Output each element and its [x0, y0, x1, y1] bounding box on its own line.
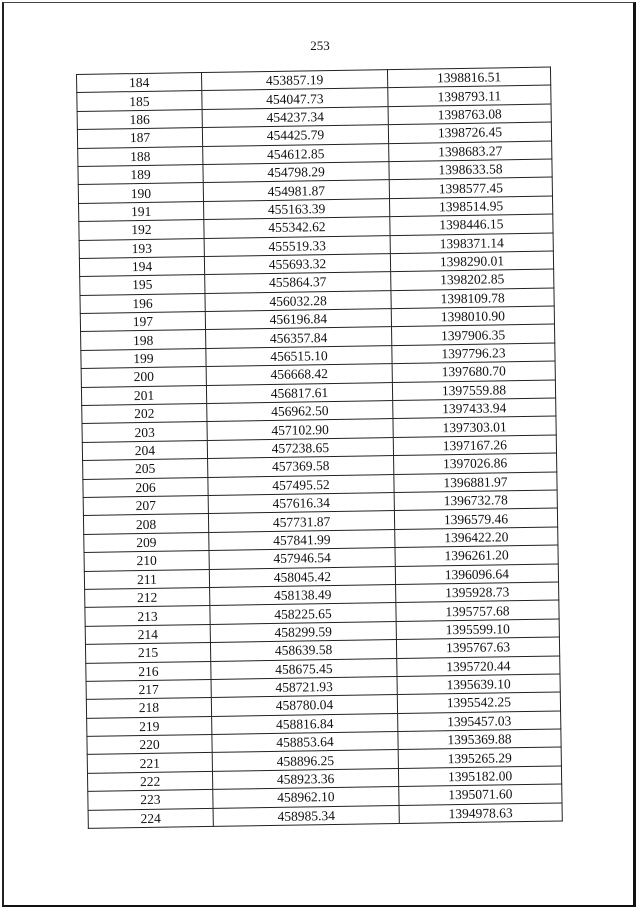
- x-coordinate-cell: 458225.65: [210, 603, 396, 624]
- y-coordinate-cell: 1394978.63: [399, 803, 562, 824]
- y-coordinate-cell: 1397167.26: [393, 435, 556, 456]
- x-coordinate-cell: 454981.87: [203, 180, 389, 201]
- y-coordinate-cell: 1395757.68: [396, 600, 559, 621]
- point-number-cell: 188: [78, 146, 203, 166]
- x-coordinate-cell: 453857.19: [201, 70, 387, 91]
- point-number-cell: 203: [82, 422, 207, 442]
- x-coordinate-cell: 454047.73: [202, 88, 388, 109]
- point-number-cell: 221: [87, 753, 212, 773]
- y-coordinate-cell: 1398633.58: [389, 159, 552, 180]
- y-coordinate-cell: 1397026.86: [394, 453, 557, 474]
- point-number-cell: 216: [86, 661, 211, 681]
- y-coordinate-cell: 1395720.44: [397, 655, 560, 676]
- x-coordinate-cell: 458985.34: [213, 805, 399, 826]
- point-number-cell: 187: [77, 128, 202, 148]
- coordinate-table: [76, 67, 563, 829]
- y-coordinate-cell: 1395542.25: [397, 692, 560, 713]
- x-coordinate-cell: 454612.85: [203, 143, 389, 164]
- point-number-cell: 219: [87, 716, 212, 736]
- x-coordinate-cell: 457616.34: [208, 493, 394, 514]
- x-coordinate-cell: 458962.10: [213, 787, 399, 808]
- point-number-cell: 192: [79, 220, 204, 240]
- y-coordinate-cell: 1398202.85: [391, 269, 554, 290]
- x-coordinate-cell: 458299.59: [210, 621, 396, 642]
- point-number-cell: 196: [80, 293, 205, 313]
- x-coordinate-cell: 458675.45: [211, 658, 397, 679]
- coordinate-table-container: [76, 67, 562, 829]
- point-number-cell: 190: [78, 183, 203, 203]
- y-coordinate-cell: 1398371.14: [390, 233, 553, 254]
- x-coordinate-cell: 457238.65: [207, 437, 393, 458]
- point-number-cell: 204: [82, 440, 207, 460]
- point-number-cell: 199: [81, 348, 206, 368]
- point-number-cell: 220: [87, 735, 212, 755]
- point-number-cell: 217: [86, 679, 211, 699]
- y-coordinate-cell: 1398109.78: [391, 288, 554, 309]
- point-number-cell: 210: [84, 551, 209, 571]
- y-coordinate-cell: 1397559.88: [392, 380, 555, 401]
- point-number-cell: 194: [79, 256, 204, 276]
- y-coordinate-cell: 1398793.11: [388, 85, 551, 106]
- x-coordinate-cell: 455163.39: [204, 198, 390, 219]
- x-coordinate-cell: 457841.99: [209, 529, 395, 550]
- y-coordinate-cell: 1396579.46: [394, 508, 557, 529]
- point-number-cell: 197: [80, 312, 205, 332]
- point-number-cell: 214: [85, 624, 210, 644]
- x-coordinate-cell: 457946.54: [209, 548, 395, 569]
- y-coordinate-cell: 1395457.03: [398, 711, 561, 732]
- x-coordinate-cell: 458138.49: [210, 584, 396, 605]
- point-number-cell: 211: [84, 569, 209, 589]
- point-number-cell: 189: [78, 164, 203, 184]
- y-coordinate-cell: 1395369.88: [398, 729, 561, 750]
- point-number-cell: 201: [81, 385, 206, 405]
- x-coordinate-cell: 458721.93: [211, 676, 397, 697]
- point-number-cell: 206: [83, 477, 208, 497]
- point-number-cell: 209: [84, 532, 209, 552]
- point-number-cell: 191: [79, 201, 204, 221]
- x-coordinate-cell: 454237.34: [202, 106, 388, 127]
- y-coordinate-cell: 1395071.60: [399, 784, 562, 805]
- y-coordinate-cell: 1398577.45: [389, 177, 552, 198]
- point-number-cell: 200: [81, 367, 206, 387]
- coordinate-table-body: [77, 67, 563, 828]
- y-coordinate-cell: 1398010.90: [391, 306, 554, 327]
- x-coordinate-cell: 454425.79: [202, 125, 388, 146]
- x-coordinate-cell: 455864.37: [205, 272, 391, 293]
- point-number-cell: 224: [88, 808, 213, 828]
- x-coordinate-cell: 458639.58: [210, 640, 396, 661]
- point-number-cell: 193: [79, 238, 204, 258]
- y-coordinate-cell: 1398763.08: [388, 104, 551, 125]
- x-coordinate-cell: 458816.84: [212, 713, 398, 734]
- x-coordinate-cell: 457369.58: [208, 456, 394, 477]
- point-number-cell: 205: [83, 459, 208, 479]
- point-number-cell: 184: [77, 73, 202, 93]
- x-coordinate-cell: 456668.42: [206, 364, 392, 385]
- point-number-cell: 195: [80, 275, 205, 295]
- x-coordinate-cell: 455342.62: [204, 217, 390, 238]
- y-coordinate-cell: 1395639.10: [397, 674, 560, 695]
- y-coordinate-cell: 1398726.45: [388, 122, 551, 143]
- point-number-cell: 213: [85, 606, 210, 626]
- x-coordinate-cell: 456357.84: [206, 327, 392, 348]
- point-number-cell: 202: [82, 404, 207, 424]
- y-coordinate-cell: 1397796.23: [392, 343, 555, 364]
- y-coordinate-cell: 1395928.73: [396, 582, 559, 603]
- x-coordinate-cell: 456817.61: [206, 382, 392, 403]
- x-coordinate-cell: 455519.33: [204, 235, 390, 256]
- y-coordinate-cell: 1398446.15: [390, 214, 553, 235]
- x-coordinate-cell: 458896.25: [212, 750, 398, 771]
- y-coordinate-cell: 1395599.10: [396, 619, 559, 640]
- y-coordinate-cell: 1395182.00: [398, 766, 561, 787]
- y-coordinate-cell: 1396881.97: [394, 472, 557, 493]
- point-number-cell: 223: [88, 790, 213, 810]
- x-coordinate-cell: 458853.64: [212, 732, 398, 753]
- x-coordinate-cell: 457495.52: [208, 474, 394, 495]
- x-coordinate-cell: 458045.42: [209, 566, 395, 587]
- y-coordinate-cell: 1398683.27: [389, 141, 552, 162]
- y-coordinate-cell: 1396732.78: [394, 490, 557, 511]
- x-coordinate-cell: 458780.04: [211, 695, 397, 716]
- point-number-cell: 198: [81, 330, 206, 350]
- x-coordinate-cell: 457102.90: [207, 419, 393, 440]
- point-number-cell: 212: [85, 587, 210, 607]
- x-coordinate-cell: 456196.84: [205, 309, 391, 330]
- point-number-cell: 215: [85, 643, 210, 663]
- y-coordinate-cell: 1398514.95: [389, 196, 552, 217]
- y-coordinate-cell: 1395265.29: [398, 747, 561, 768]
- y-coordinate-cell: 1396261.20: [395, 545, 558, 566]
- page-number: 253: [310, 38, 330, 53]
- x-coordinate-cell: 457731.87: [208, 511, 394, 532]
- y-coordinate-cell: 1397680.70: [392, 361, 555, 382]
- x-coordinate-cell: 456515.10: [206, 345, 392, 366]
- point-number-cell: 186: [77, 109, 202, 129]
- y-coordinate-cell: 1396422.20: [395, 527, 558, 548]
- point-number-cell: 218: [86, 698, 211, 718]
- x-coordinate-cell: 455693.32: [204, 253, 390, 274]
- y-coordinate-cell: 1397906.35: [392, 324, 555, 345]
- x-coordinate-cell: 456962.50: [207, 401, 393, 422]
- y-coordinate-cell: 1397303.01: [393, 416, 556, 437]
- y-coordinate-cell: 1395767.63: [396, 637, 559, 658]
- x-coordinate-cell: 456032.28: [205, 290, 391, 311]
- x-coordinate-cell: 458923.36: [212, 768, 398, 789]
- point-number-cell: 185: [77, 91, 202, 111]
- y-coordinate-cell: 1397433.94: [393, 398, 556, 419]
- point-number-cell: 222: [87, 771, 212, 791]
- y-coordinate-cell: 1398290.01: [390, 251, 553, 272]
- y-coordinate-cell: 1396096.64: [395, 564, 558, 585]
- y-coordinate-cell: 1398816.51: [387, 67, 550, 88]
- point-number-cell: 207: [83, 495, 208, 515]
- x-coordinate-cell: 454798.29: [203, 162, 389, 183]
- point-number-cell: 208: [83, 514, 208, 534]
